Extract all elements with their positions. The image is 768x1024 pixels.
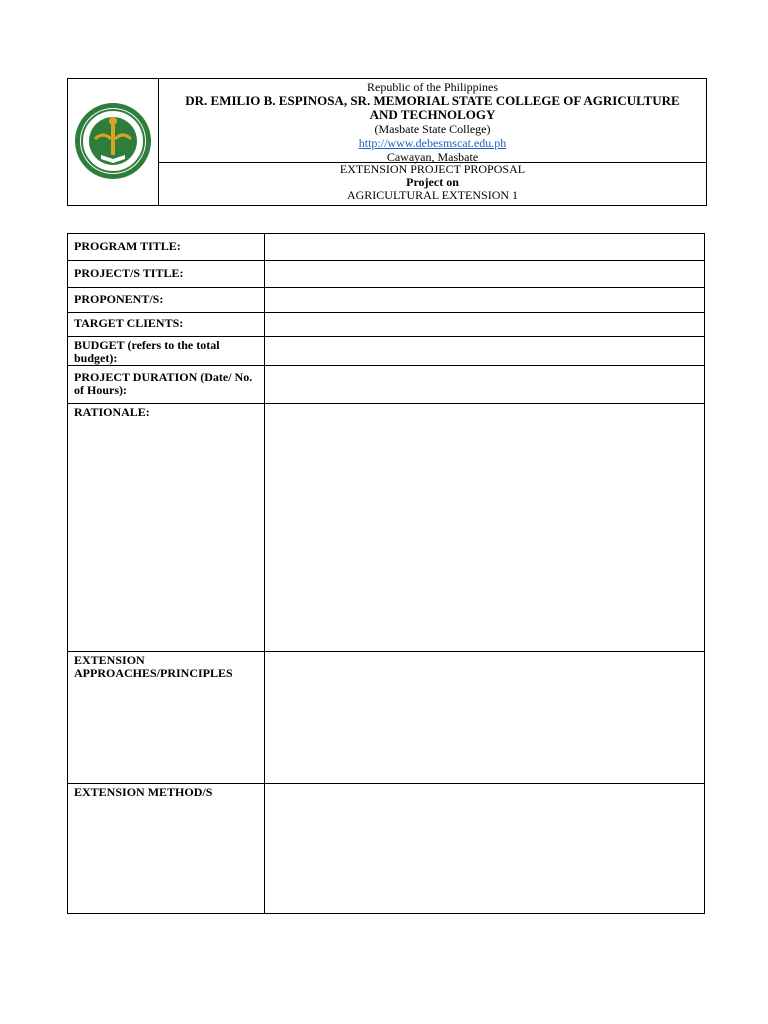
college-location: Cawayan, Masbate <box>386 150 479 164</box>
college-seal-logo-icon <box>73 101 153 181</box>
proposal-title: EXTENSION PROJECT PROPOSAL <box>339 162 526 176</box>
proposal-title-block <box>159 163 706 205</box>
form-row-project-title <box>68 261 704 288</box>
document-header <box>67 78 707 206</box>
label-project-duration: PROJECT DURATION (Date/ No. of Hours): <box>68 366 265 403</box>
form-row-project-duration <box>68 366 704 404</box>
field-proponents[interactable] <box>265 288 704 312</box>
label-extension-approaches: EXTENSION APPROACHES/PRINCIPLES <box>68 652 265 783</box>
form-row-rationale <box>68 404 704 652</box>
label-budget: BUDGET (refers to the total budget): <box>68 337 265 365</box>
field-rationale[interactable] <box>265 404 704 651</box>
form-row-proponents <box>68 288 704 313</box>
field-extension-methods[interactable] <box>265 784 704 913</box>
field-target-clients[interactable] <box>265 313 704 336</box>
field-program-title[interactable] <box>265 234 704 260</box>
proposal-form <box>67 233 705 914</box>
logo-cell <box>68 79 159 205</box>
form-row-program-title <box>68 234 704 261</box>
label-project-title: PROJECT/S TITLE: <box>68 261 265 287</box>
project-on-label: Project on <box>406 175 459 189</box>
form-row-target-clients <box>68 313 704 337</box>
label-rationale: RATIONALE: <box>68 404 265 651</box>
college-name-line2: AND TECHNOLOGY <box>369 107 496 122</box>
form-row-budget <box>68 337 704 366</box>
institution-block <box>159 79 706 163</box>
website-link[interactable]: http://www.debesmscat.edu.ph <box>358 136 507 150</box>
label-program-title: PROGRAM TITLE: <box>68 234 265 260</box>
field-project-duration[interactable] <box>265 366 704 403</box>
field-project-title[interactable] <box>265 261 704 287</box>
field-budget[interactable] <box>265 337 704 365</box>
college-alias: (Masbate State College) <box>374 122 491 136</box>
label-extension-methods: EXTENSION METHOD/S <box>68 784 265 913</box>
field-extension-approaches[interactable] <box>265 652 704 783</box>
form-row-extension-approaches <box>68 652 704 784</box>
label-target-clients: TARGET CLIENTS: <box>68 313 265 336</box>
republic-line: Republic of the Philippines <box>367 80 498 94</box>
college-name-line1: DR. EMILIO B. ESPINOSA, SR. MEMORIAL STATE COLLEGE OF AGRICULTURE <box>185 93 680 108</box>
form-row-extension-methods <box>68 784 704 913</box>
project-name: AGRICULTURAL EXTENSION 1 <box>346 188 519 202</box>
label-proponents: PROPONENT/S: <box>68 288 265 312</box>
